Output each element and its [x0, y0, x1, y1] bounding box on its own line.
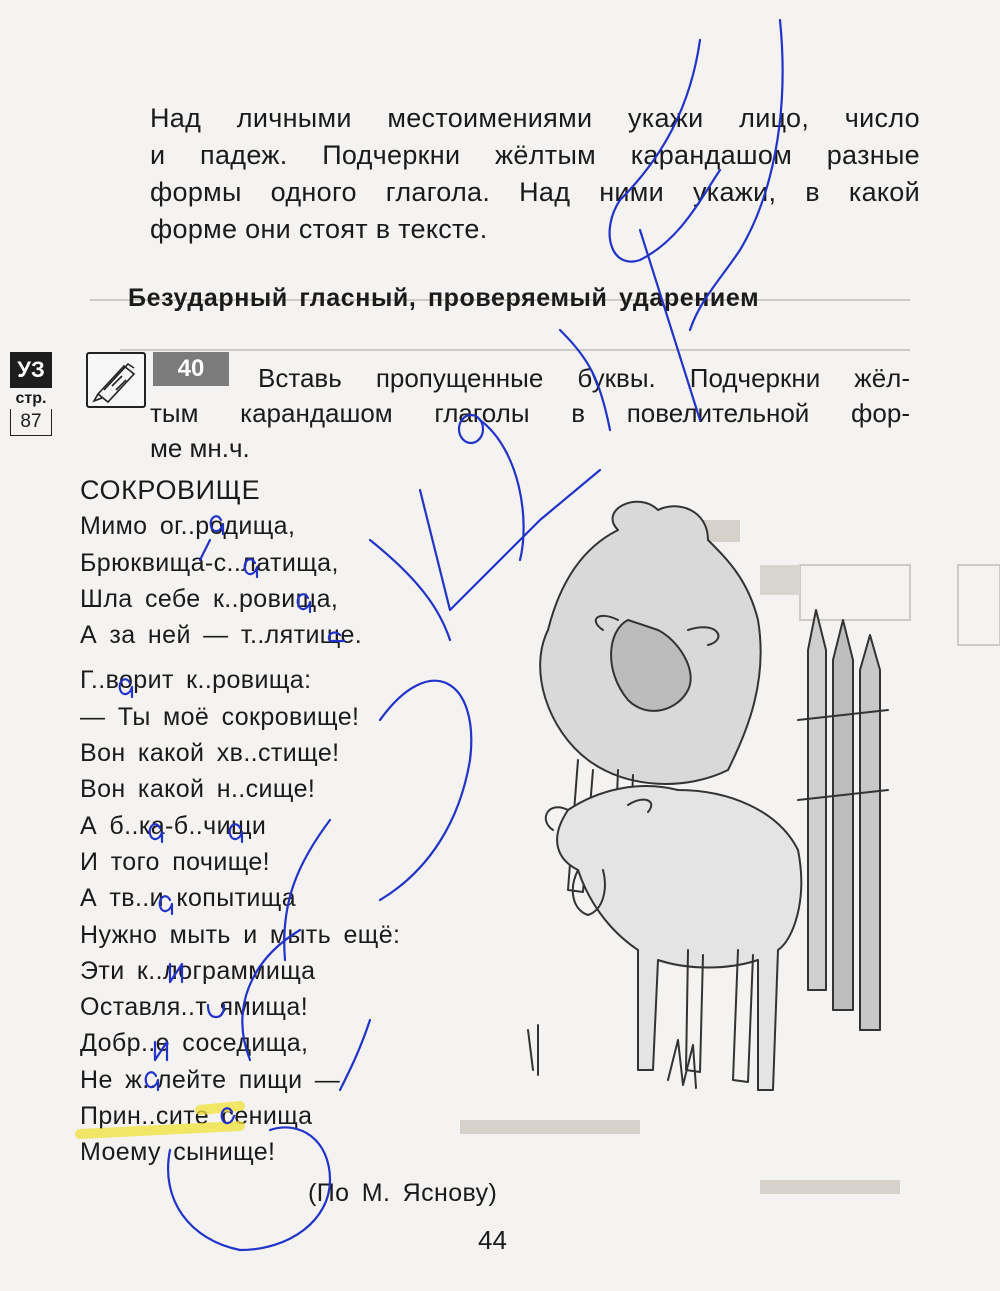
tab-page-number: 87: [10, 409, 52, 436]
task-line: тым карандашом глаголы в повелительной фор-: [150, 398, 910, 428]
poem-line: Добр..е соседища,: [80, 1029, 309, 1058]
poem-line: И того почище!: [80, 847, 271, 876]
poem-line: Мимо ог..родища,: [80, 512, 296, 541]
cow-and-calf-illustration: [508, 470, 948, 1100]
textbook-reference-tab: [10, 352, 52, 436]
pencils-icon: [86, 352, 146, 408]
task-line: ме мн.ч.: [150, 433, 250, 463]
instruction-line: Над личными местоимениями укажи лицо, число: [150, 103, 920, 133]
instruction-line: и падеж. Подчеркни жёлтым карандашом разные: [150, 140, 920, 170]
poem-line: Г..ворит к..ровища:: [80, 666, 312, 695]
poem-line: Вон какой н..сище!: [80, 775, 316, 804]
tab-page-label: стр.: [15, 390, 47, 407]
poem-line: Прин..сите сенища: [80, 1102, 313, 1131]
poem-line: Эти к..лограммища: [80, 956, 316, 985]
instruction-line: форме они стоят в тексте.: [150, 214, 488, 244]
poem-line: А за ней — т..лятище.: [80, 621, 363, 650]
exercise-number: 40: [153, 352, 229, 386]
instruction-line: формы одного глагола. Над ними укажи, в какой: [150, 177, 920, 207]
poem: [80, 472, 520, 1211]
poem-line: Нужно мыть и мыть ещё:: [80, 920, 401, 949]
poem-line: А б..ка-б..чищи: [80, 811, 267, 840]
task-line: Вставь пропущенные буквы. Подчеркни жёл-: [258, 363, 910, 393]
poem-line: Брюквища-с..латища,: [80, 548, 339, 577]
poem-line: А тв..и копытища: [80, 884, 297, 913]
instruction-text: [150, 100, 920, 248]
poem-line: Вон какой хв..стище!: [80, 739, 340, 768]
poem-credit: (По М. Яснову): [308, 1178, 498, 1207]
section-title: Безударный гласный, проверяемый ударением: [128, 284, 760, 312]
poem-line: Не ж..лейте пищи —: [80, 1065, 341, 1094]
poem-line: Шла себе к..ровища,: [80, 584, 339, 613]
poem-line: Оставля..т ямища!: [80, 993, 309, 1022]
tab-code: УЗ: [10, 352, 52, 388]
poem-title: СОКРОВИЩЕ: [80, 475, 261, 505]
exercise-task: [150, 361, 910, 466]
poem-line: — Ты моё сокровище!: [80, 702, 360, 731]
page-number: 44: [478, 1225, 507, 1255]
poem-line: Моему сынище!: [80, 1138, 276, 1167]
